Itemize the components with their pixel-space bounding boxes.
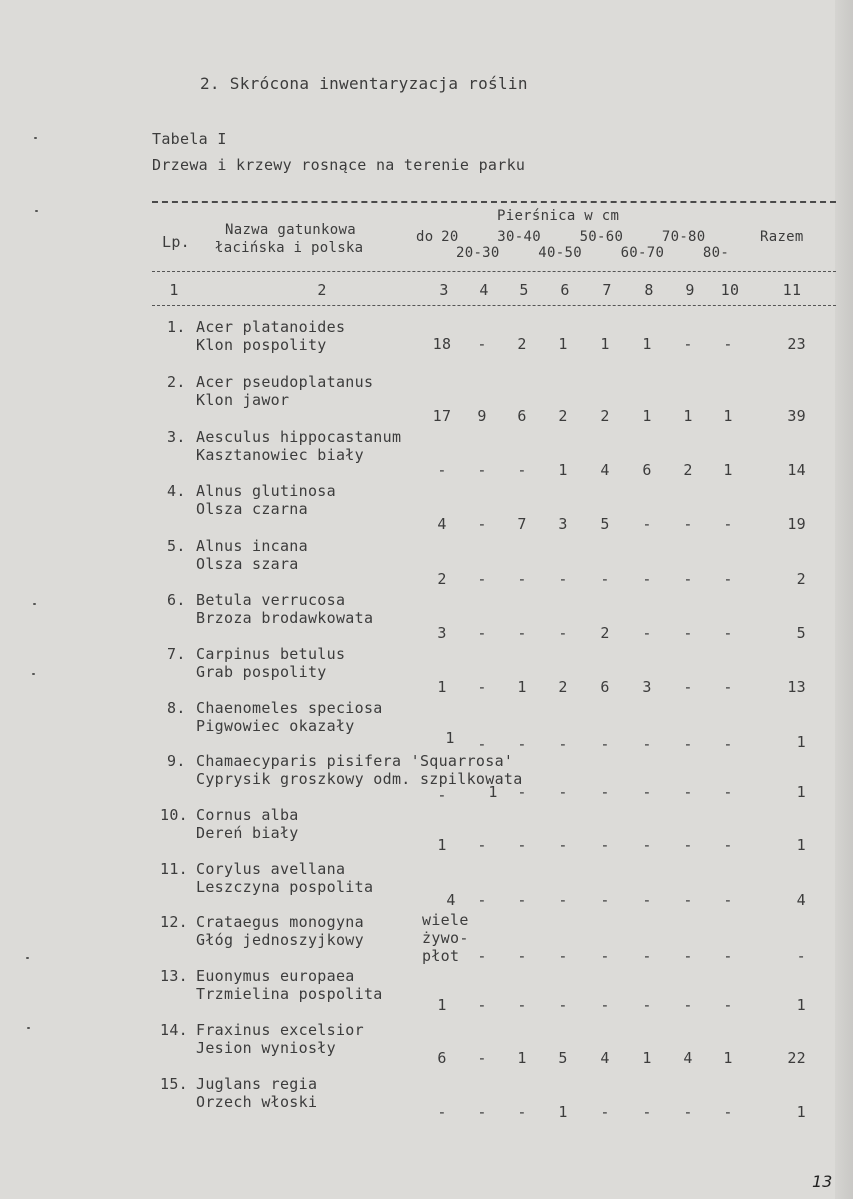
value-cell: - bbox=[683, 624, 693, 642]
value-cell: - bbox=[558, 947, 568, 965]
header-lp: Lp. bbox=[162, 233, 190, 251]
scan-speck bbox=[35, 210, 38, 212]
row-number: 3. bbox=[167, 428, 186, 446]
polish-name: Grab pospolity bbox=[196, 663, 327, 681]
value-cell: - bbox=[642, 1103, 652, 1121]
value-cell: 4 bbox=[600, 461, 610, 479]
row-number: 15. bbox=[160, 1075, 188, 1093]
value-cell: - bbox=[477, 891, 487, 909]
value-cell-line: wiele bbox=[422, 911, 469, 929]
value-cell: 2 bbox=[600, 624, 610, 642]
scan-speck bbox=[26, 957, 29, 959]
value-cell: 1 bbox=[488, 783, 498, 801]
value-cell: - bbox=[683, 996, 693, 1014]
value-cell: - bbox=[683, 570, 693, 588]
value-cell: - bbox=[683, 335, 693, 353]
column-number: 2 bbox=[317, 281, 327, 299]
row-number: 4. bbox=[167, 482, 186, 500]
value-cell: 1 bbox=[558, 335, 568, 353]
value-cell: 1 bbox=[642, 407, 652, 425]
value-cell: 1 bbox=[517, 1049, 527, 1067]
value-cell: 1 bbox=[723, 1049, 733, 1067]
value-cell: - bbox=[558, 996, 568, 1014]
value-cell: - bbox=[723, 1103, 733, 1121]
value-cell: - bbox=[517, 996, 527, 1014]
header-name-line2: łacińska i polska bbox=[215, 240, 364, 256]
value-cell: 5 bbox=[558, 1049, 568, 1067]
row-total: 5 bbox=[796, 624, 806, 642]
table-top-rule bbox=[152, 201, 836, 203]
value-cell: - bbox=[477, 461, 487, 479]
value-cell: - bbox=[600, 836, 610, 854]
row-total: 19 bbox=[787, 515, 806, 533]
column-number: 10 bbox=[720, 281, 740, 299]
value-cell: 1 bbox=[437, 678, 447, 696]
value-cell: - bbox=[558, 570, 568, 588]
value-cell: - bbox=[600, 570, 610, 588]
polish-name: Olsza czarna bbox=[196, 500, 308, 518]
latin-name: Chaenomeles speciosa bbox=[196, 699, 383, 717]
column-number: 11 bbox=[782, 281, 802, 299]
value-cell: 1 bbox=[558, 1103, 568, 1121]
value-cell: - bbox=[642, 515, 652, 533]
value-cell: 18 bbox=[432, 335, 452, 353]
header-ranges-top: do 20 30-40 50-60 70-80 bbox=[416, 229, 706, 245]
header-name-line1: Nazwa gatunkowa bbox=[225, 222, 356, 238]
value-cell: - bbox=[517, 1103, 527, 1121]
row-number: 1. bbox=[167, 318, 186, 336]
value-cell: - bbox=[477, 335, 487, 353]
value-cell: - bbox=[683, 735, 693, 753]
value-cell: - bbox=[517, 947, 527, 965]
value-cell: 4 bbox=[446, 891, 456, 909]
polish-name: Leszczyna pospolita bbox=[196, 878, 374, 896]
latin-name: Alnus incana bbox=[196, 537, 308, 555]
latin-name: Juglans regia bbox=[196, 1075, 318, 1093]
value-cell: 1 bbox=[642, 1049, 652, 1067]
polish-name: Jesion wyniosły bbox=[196, 1039, 336, 1057]
value-cell: 1 bbox=[723, 461, 733, 479]
polish-name: Brzoza brodawkowata bbox=[196, 609, 374, 627]
value-cell: - bbox=[558, 624, 568, 642]
value-cell: - bbox=[558, 735, 568, 753]
value-cell: 3 bbox=[642, 678, 652, 696]
value-cell: 2 bbox=[683, 461, 693, 479]
value-cell: - bbox=[642, 891, 652, 909]
value-cell: 2 bbox=[517, 335, 527, 353]
value-cell: 1 bbox=[445, 729, 455, 747]
value-cell: 1 bbox=[683, 407, 693, 425]
table-label: Tabela I bbox=[152, 130, 227, 148]
value-cell: - bbox=[723, 996, 733, 1014]
value-cell: - bbox=[477, 947, 487, 965]
value-cell: 1 bbox=[437, 836, 447, 854]
latin-name: Acer platanoides bbox=[196, 318, 346, 336]
value-cell: - bbox=[723, 947, 733, 965]
value-cell: - bbox=[600, 947, 610, 965]
polish-name: Głóg jednoszyjkowy bbox=[196, 931, 364, 949]
scan-speck bbox=[34, 137, 37, 139]
row-total: 1 bbox=[796, 1103, 806, 1121]
value-cell: 1 bbox=[642, 335, 652, 353]
value-cell: - bbox=[642, 783, 652, 801]
value-cell: - bbox=[437, 1103, 447, 1121]
row-total: 22 bbox=[787, 1049, 806, 1067]
value-cell bbox=[422, 911, 474, 965]
column-numbers-rule bbox=[152, 305, 836, 306]
page-number: 13 bbox=[812, 1172, 833, 1191]
value-cell: 2 bbox=[600, 407, 610, 425]
value-cell: 2 bbox=[558, 407, 568, 425]
column-number: 8 bbox=[644, 281, 654, 299]
value-cell: 4 bbox=[437, 515, 447, 533]
value-cell: - bbox=[723, 891, 733, 909]
value-cell: - bbox=[723, 783, 733, 801]
header-rule bbox=[152, 271, 836, 272]
scan-speck bbox=[27, 1027, 30, 1029]
latin-name: Alnus glutinosa bbox=[196, 482, 336, 500]
value-cell: - bbox=[477, 735, 487, 753]
row-total: 39 bbox=[787, 407, 806, 425]
latin-name: Cornus alba bbox=[196, 806, 299, 824]
value-cell: 1 bbox=[600, 335, 610, 353]
polish-name: Dereń biały bbox=[196, 824, 299, 842]
value-cell: - bbox=[642, 735, 652, 753]
row-total: - bbox=[796, 947, 806, 965]
value-cell: 2 bbox=[437, 570, 447, 588]
value-cell: - bbox=[477, 1103, 487, 1121]
row-total: 2 bbox=[796, 570, 806, 588]
value-cell: - bbox=[683, 783, 693, 801]
value-cell-line: płot bbox=[422, 947, 460, 965]
value-cell: 4 bbox=[600, 1049, 610, 1067]
value-cell: 1 bbox=[437, 996, 447, 1014]
value-cell: - bbox=[477, 836, 487, 854]
row-number: 11. bbox=[160, 860, 188, 878]
value-cell: - bbox=[517, 891, 527, 909]
latin-name: Acer pseudoplatanus bbox=[196, 373, 374, 391]
header-group-title: Pierśnica w cm bbox=[497, 208, 620, 224]
header-ranges-bottom: 20-30 40-50 60-70 80- bbox=[456, 245, 730, 261]
value-cell: 2 bbox=[558, 678, 568, 696]
row-total: 1 bbox=[796, 836, 806, 854]
value-cell: - bbox=[600, 996, 610, 1014]
value-cell: 3 bbox=[558, 515, 568, 533]
table-caption: Drzewa i krzewy rosnące na terenie parku bbox=[152, 156, 526, 174]
value-cell: - bbox=[723, 515, 733, 533]
polish-name: Klon jawor bbox=[196, 391, 290, 409]
value-cell: - bbox=[517, 624, 527, 642]
polish-name: Kasztanowiec biały bbox=[196, 446, 364, 464]
value-cell: - bbox=[683, 678, 693, 696]
polish-name: Cyprysik groszkowy odm. szpilkowata bbox=[196, 770, 523, 788]
scan-speck bbox=[33, 603, 36, 605]
scan-speck bbox=[32, 673, 35, 675]
value-cell: - bbox=[642, 570, 652, 588]
value-cell: - bbox=[477, 624, 487, 642]
value-cell: 3 bbox=[437, 624, 447, 642]
value-cell: - bbox=[723, 678, 733, 696]
value-cell: - bbox=[642, 947, 652, 965]
value-cell: - bbox=[558, 891, 568, 909]
row-total: 1 bbox=[796, 733, 806, 751]
polish-name: Klon pospolity bbox=[196, 336, 327, 354]
row-total: 14 bbox=[787, 461, 806, 479]
latin-name: Aesculus hippocastanum bbox=[196, 428, 402, 446]
row-number: 7. bbox=[167, 645, 186, 663]
value-cell: - bbox=[723, 735, 733, 753]
value-cell: - bbox=[642, 996, 652, 1014]
row-number: 8. bbox=[167, 699, 186, 717]
column-number: 4 bbox=[479, 281, 489, 299]
value-cell: - bbox=[477, 1049, 487, 1067]
value-cell: - bbox=[683, 947, 693, 965]
value-cell: - bbox=[600, 891, 610, 909]
column-number: 6 bbox=[560, 281, 570, 299]
value-cell: - bbox=[600, 783, 610, 801]
row-number: 10. bbox=[160, 806, 188, 824]
value-cell: 1 bbox=[723, 407, 733, 425]
latin-name: Crataegus monogyna bbox=[196, 913, 364, 931]
section-title: 2. Skrócona inwentaryzacja roślin bbox=[200, 74, 528, 93]
value-cell: - bbox=[683, 1103, 693, 1121]
row-total: 1 bbox=[796, 996, 806, 1014]
value-cell: - bbox=[642, 836, 652, 854]
value-cell: - bbox=[723, 335, 733, 353]
polish-name: Pigwowiec okazały bbox=[196, 717, 355, 735]
value-cell: - bbox=[517, 570, 527, 588]
row-number: 9. bbox=[167, 752, 186, 770]
value-cell: - bbox=[517, 783, 527, 801]
value-cell: 17 bbox=[432, 407, 452, 425]
value-cell: - bbox=[437, 786, 447, 804]
value-cell: 6 bbox=[600, 678, 610, 696]
latin-name: Corylus avellana bbox=[196, 860, 346, 878]
row-total: 1 bbox=[796, 783, 806, 801]
latin-name: Carpinus betulus bbox=[196, 645, 346, 663]
row-number: 12. bbox=[160, 913, 188, 931]
value-cell: 1 bbox=[517, 678, 527, 696]
value-cell: - bbox=[437, 461, 447, 479]
latin-name: Euonymus europaea bbox=[196, 967, 355, 985]
row-number: 13. bbox=[160, 967, 188, 985]
value-cell: - bbox=[723, 570, 733, 588]
column-number: 9 bbox=[685, 281, 695, 299]
row-number: 2. bbox=[167, 373, 186, 391]
value-cell: - bbox=[683, 891, 693, 909]
value-cell: - bbox=[477, 678, 487, 696]
value-cell: - bbox=[600, 735, 610, 753]
value-cell: 7 bbox=[517, 515, 527, 533]
value-cell: - bbox=[477, 996, 487, 1014]
latin-name: Betula verrucosa bbox=[196, 591, 346, 609]
value-cell: - bbox=[517, 836, 527, 854]
value-cell: - bbox=[642, 624, 652, 642]
value-cell: - bbox=[558, 783, 568, 801]
value-cell: 9 bbox=[477, 407, 487, 425]
value-cell: - bbox=[477, 570, 487, 588]
value-cell: - bbox=[517, 461, 527, 479]
row-total: 4 bbox=[796, 891, 806, 909]
value-cell: 4 bbox=[683, 1049, 693, 1067]
value-cell: - bbox=[723, 836, 733, 854]
column-number: 5 bbox=[519, 281, 529, 299]
row-total: 13 bbox=[787, 678, 806, 696]
header-total: Razem bbox=[760, 229, 804, 245]
value-cell: 6 bbox=[517, 407, 527, 425]
row-number: 6. bbox=[167, 591, 186, 609]
value-cell: 5 bbox=[600, 515, 610, 533]
row-total: 23 bbox=[787, 335, 806, 353]
value-cell: - bbox=[683, 515, 693, 533]
column-number: 1 bbox=[169, 281, 179, 299]
value-cell: - bbox=[477, 515, 487, 533]
value-cell: 1 bbox=[558, 461, 568, 479]
latin-name: Chamaecyparis pisifera 'Squarrosa' bbox=[196, 752, 514, 770]
value-cell: 6 bbox=[642, 461, 652, 479]
value-cell: - bbox=[683, 836, 693, 854]
polish-name: Olsza szara bbox=[196, 555, 299, 573]
value-cell: - bbox=[723, 624, 733, 642]
value-cell: - bbox=[600, 1103, 610, 1121]
row-number: 14. bbox=[160, 1021, 188, 1039]
column-number: 3 bbox=[439, 281, 449, 299]
value-cell-line: żywo- bbox=[422, 929, 469, 947]
value-cell: - bbox=[558, 836, 568, 854]
polish-name: Orzech włoski bbox=[196, 1093, 318, 1111]
column-number: 7 bbox=[602, 281, 612, 299]
value-cell: 6 bbox=[437, 1049, 447, 1067]
polish-name: Trzmielina pospolita bbox=[196, 985, 383, 1003]
row-number: 5. bbox=[167, 537, 186, 555]
value-cell: - bbox=[517, 735, 527, 753]
latin-name: Fraxinus excelsior bbox=[196, 1021, 364, 1039]
